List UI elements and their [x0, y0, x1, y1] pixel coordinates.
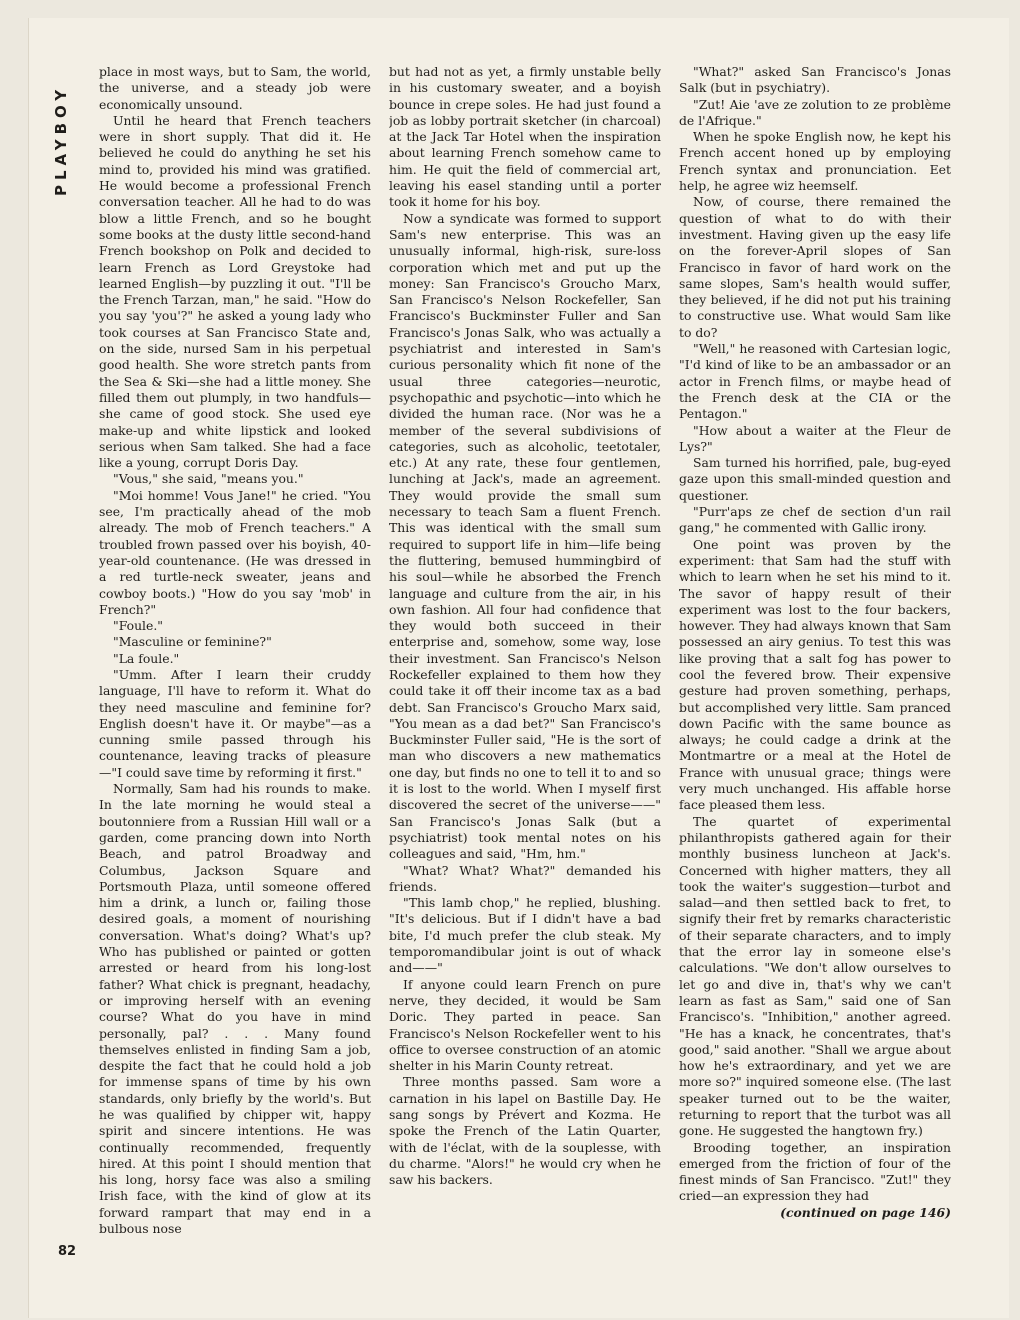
- paragraph: Brooding together, an inspiration emerged from the friction of four of the finest minds of San Francisco. "Zut!" they cried—an expression they had: [679, 1139, 951, 1204]
- paragraph: Normally, Sam had his rounds to make. In the late morning he would steal a boutonniere from a Russian Hill wall or a garden, come prancing down into North Beach, and patrol Broadway and Columbus, Jackson Square and Portsmouth Plaza, until someone offered him a drink, a lunch or, failing those desired goals, a moment of nourishing conversation. What's doing? What's up? Who has published or painted or gotten arrested or heard from his long-lost father? What chick is pregnant, headachy, or improving herself with an evening course? What do you have in mind personally, pal? . . . Many found themselves enlisted in finding Sam a job, despite the fact that he could hold a job for immense spans of time by his own standards, only briefly by the world's. But he was qualified by chipper wit, happy spirit and sincere intentions. He was continually recommended, frequently hired. At this point I should mention that his long, horsy face was also a smiling Irish face, with the kind of glow at its forward rampart that may end in a bulbous nose: [99, 781, 371, 1237]
- paragraph: The quartet of experimental philanthropists gathered again for their monthly business luncheon at Jack's. Concerned with higher matters, they all took the waiter's suggestion—turbot and salad—and then settled back to fret, to signify their fret by remarks characteristic of their separate characters, and to imply that the error lay in someone else's calculations. "We don't allow ourselves to let go and dive in, that's why we can't learn as fast as Sam," said one of San Francisco's. "Inhibition," another agreed. "He has a knack, he concentrates, that's good," said another. "Shall we argue about how he's extraordinary, and yet we are more so?" inquired someone else. (The last speaker turned out to be the waiter, returning to report that the turbot was all gone. He suggested the hangtown fry.): [679, 813, 951, 1139]
- paragraph: "Masculine or feminine?": [113, 634, 272, 650]
- paragraph: "Moi homme! Vous Jane!" he cried. "You see, I'm practically ahead of the mob already. The mob of French teachers." A troubled frown passed over his boyish, 40-year-old countenance. (He was dressed in a red turtle-neck sweater, jeans and cowboy boots.) "How do you say 'mob' in French?": [99, 487, 371, 617]
- column-2: [389, 64, 661, 1284]
- paragraph: Sam turned his horrified, pale, bug-eyed gaze upon this small-minded question and questioner.: [679, 455, 951, 503]
- paragraph: "Well," he reasoned with Cartesian logic, "I'd kind of like to be an ambassador or an actor in French films, or maybe head of the French desk at the CIA or the Pentagon.": [679, 341, 951, 422]
- paragraph: "This lamb chop," he replied, blushing. "It's delicious. But if I didn't have a bad bite, I'd much prefer the club steak. My temporomandibular joint is out of whack and——": [389, 895, 661, 976]
- paragraph: "Foule.": [113, 618, 163, 634]
- paragraph: Three months passed. Sam wore a carnation in his lapel on Bastille Day. He sang songs by Prévert and Kozma. He spoke the French of the Latin Quarter, with de l'éclat, with de la souplesse, with du charme. "Alors!" he would cry when he saw his backers.: [389, 1074, 661, 1188]
- paragraph: If anyone could learn French on pure nerve, they decided, it would be Sam Doric. They parted in peace. San Francisco's Nelson Rockefeller went to his office to oversee construction of an atomic shelter in his Marin County retreat.: [389, 976, 661, 1074]
- paragraph: "What? What? What?" demanded his friends.: [389, 862, 661, 894]
- page-number: 82: [58, 1244, 77, 1259]
- column-1: [99, 64, 371, 1284]
- paragraph: "Purr'aps ze chef de section d'un rail gang," he commented with Gallic irony.: [679, 504, 951, 536]
- masthead-logo: PLAYBOY: [52, 84, 70, 196]
- paragraph: "La foule.": [113, 650, 180, 666]
- paragraph: One point was proven by the experiment: that Sam had the stuff with which to learn when he set his mind to it. The savor of happy result of their experiment was lost to the four backers, however. They had always known that Sam possessed an airy genius. To test this was like proving that a salt fog has power to cool the fevered brow. Their expensive gesture had proven something, perhaps, but accomplished very little. Sam pranced down Pacific with the same bounce as always; he could cadge a drink at the Montmartre or a meal at the Hotel de France with unusual grace; things were very much unchanged. His affable horse face pleased them less.: [679, 536, 951, 813]
- column-3: [679, 64, 951, 1284]
- paragraph: Now, of course, there remained the question of what to do with their investment. Having given up the easy life on the forever-April slopes of San Francisco in favor of hard work on the same slopes, Sam's health would suffer, they believed, if he did not put his training to constructive use. What would Sam like to do?: [679, 194, 951, 340]
- paragraph: "Umm. After I learn their cruddy language, I'll have to reform it. What do they need masculine and feminine for? English doesn't have it. Or maybe"—as a cunning smile passed through his countenance, leaving tracks of pleasure—"I could save time by reforming it first.": [99, 666, 371, 780]
- paragraph: "Vous," she said, "means you.": [113, 471, 304, 487]
- paragraph: "What?" asked San Francisco's Jonas Salk (but in psychiatry).: [679, 64, 951, 96]
- continued-note: (continued on page 146): [780, 1204, 951, 1220]
- paragraph: "How about a waiter at the Fleur de Lys?": [679, 422, 951, 454]
- paragraph: Now a syndicate was formed to support Sam's new enterprise. This was an unusually informal, high-risk, sure-loss corporation which met and put up the money: San Francisco's Groucho Marx, San Francisco's Nelson Rockefeller, San Francisco's Buckminster Fuller and San Francisco's Jonas Salk, who was actually a psychiatrist and interested in Sam's curious personality which fit none of the usual three categories—neurotic, psychopathic and psychotic—into which he divided the human race. (Nor was he a member of the several subdivisions of categories, such as alcoholic, teetotaler, etc.) At any rate, these four gentlemen, lunching at Jack's, made an agreement. They would provide the small sum necessary to teach Sam a fluent French. This was identical with the small sum required to support life in him—life being the fluttering, bemused hummingbird of his soul—while he absorbed the French language and culture from the air, in his own fashion. All four had confidence that they would both succeed in their enterprise and, somehow, some way, lose their investment. San Francisco's Nelson Rockefeller explained to them how they could take it off their income tax as a bad debt. San Francisco's Groucho Marx said, "You mean as a dad bet?" San Francisco's Buckminster Fuller said, "He is the sort of man who discovers a new mathematics one day, but finds no one to tell it to and so it is lost to the world. When I myself first discovered the secret of the universe——" San Francisco's Jonas Salk (but a psychiatrist) took mental notes on his colleagues and said, "Hm, hm.": [389, 210, 661, 862]
- paragraph: but had not as yet, a firmly unstable belly in his customary sweater, and a boyish bounce in crepe soles. He had just found a job as lobby portrait sketcher (in charcoal) at the Jack Tar Hotel when the inspiration about learning French somehow came to him. He quit the field of commercial art, leaving his easel standing until a porter took it home for his boy.: [389, 64, 661, 210]
- paragraph: "Zut! Aie 'ave ze zolution to ze problème de l'Afrique.": [679, 96, 951, 128]
- paragraph: place in most ways, but to Sam, the world, the universe, and a steady job were economically unsound.: [99, 64, 371, 112]
- paragraph: When he spoke English now, he kept his French accent honed up by employing French syntax and pronunciation. Eet help, he agree wiz heemself.: [679, 129, 951, 194]
- paragraph: Until he heard that French teachers were in short supply. That did it. He believed he could do anything he set his mind to, provided his mind was gratified. He would become a professional French conversation teacher. All he had to do was blow a little French, and so he bought some books at the dusty little second-hand French bookshop on Polk and decided to learn French as Lord Greystoke had learned English—by puzzling it out. "I'll be the French Tarzan, man," he said. "How do you say 'you'?" he asked a young lady who took courses at San Francisco State and, on the side, nursed Sam in his perpetual good health. She wore stretch pants from the Sea & Ski—she had a little money. She filled them out plumply, in two handfuls—she came of good stock. She used eye make-up and white lipstick and looked serious when Sam talked. She had a face like a young, corrupt Doris Day.: [99, 112, 371, 471]
